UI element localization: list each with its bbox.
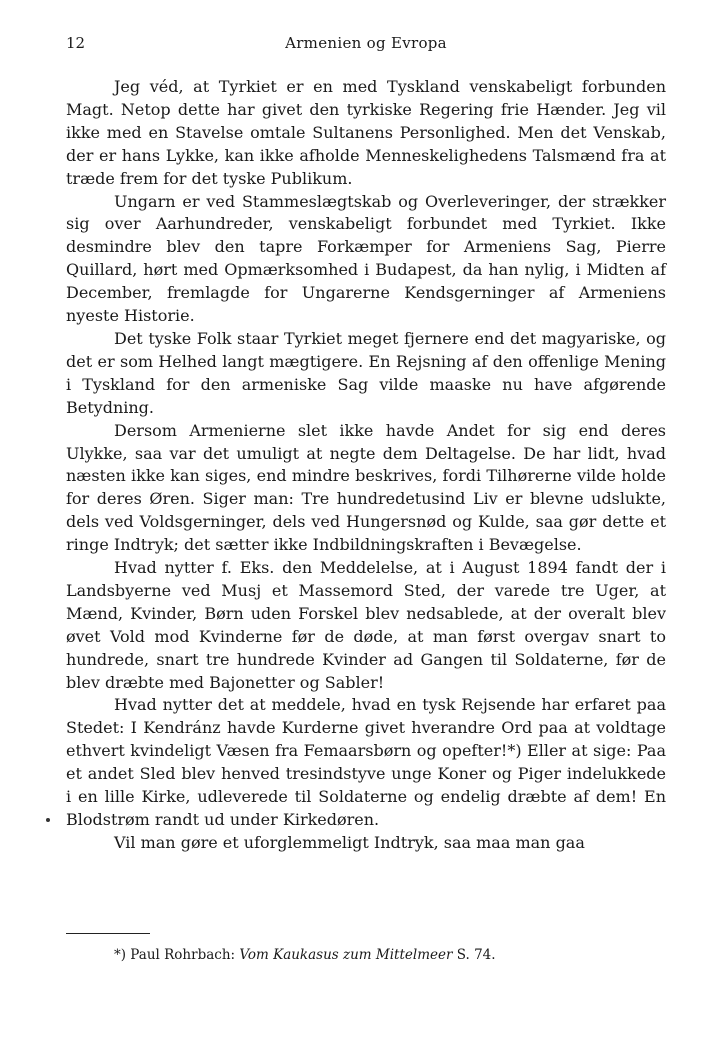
paragraph-2: Ungarn er ved Stammeslægtskab og Overleveringer, der strækker sig over Aarhundreder, venskabeligt forbundet med Tyrkiet. Ikke desmindre blev den tapre Forkæmper for Armeniens Sag, Pierre Quillard, hørt med Opmærksomhed i Budapest, da han nylig, i Midten af December, fremlagde for Ungarerne Kendsgerninger af Armeniens nyeste Historie. xyxy=(66,191,666,326)
paragraph-5: Hvad nytter f. Eks. den Meddelelse, at i August 1894 fandt der i Landsbyerne ved Musj et Massemord Sted, der varede tre Uger, at Mænd, Kvinder, Børn uden Forskel blev nedsablede, at der overalt blev øvet Vold mod Kvinderne før de døde, at man først overgav snart to hundrede, snart tre hundrede Kvinder ad Gangen til Soldaterne, før de blev dræbte med Bajonetter og Sabler! xyxy=(66,558,666,692)
paragraph-4: Dersom Armenierne slet ikke havde Andet for sig end deres Ulykke, saa var det umuligt at negte dem Deltagelse. De har lidt, hvad næsten ikke kan siges, end mindre beskrives, fordi Tilhørerne vilde holde for deres Øren. Siger man: Tre hundredetusind Liv er blevne udslukte, dels ved Voldsgerninger, dels ved Hungersnød og Kulde, saa gør dette et ringe Indtryk; det sætter ikke Indbildningskraften i Bevægelse. xyxy=(66,420,666,555)
paragraph-3: Det tyske Folk staar Tyrkiet meget fjernere end det magyariske, og det er som Helhed langt mægtigere. En Rejsning af den offenlige Mening i Tyskland for den armeniske Sag vilde maaske nu have afgørende Betydning. xyxy=(66,328,666,417)
footnote-book-title: Vom Kaukasus zum Mittelmeer xyxy=(239,947,453,963)
paragraph-7: Vil man gøre et uforglemmeligt Indtryk, saa maa man gaa xyxy=(114,832,585,852)
paragraph-6: Hvad nytter det at meddele, hvad en tysk Rejsende har erfaret paa Stedet: I Kendránz havde Kurderne givet hverandre Ord paa at voldtage ethvert kvindeligt Væsen fra Femaarsbørn og opefter!*) Eller at sige: Paa et andet Sled blev henved tresindstyve unge Koner og Piger indelukkede i en lille Kirke, udleverede til Soldaterne og endelig dræbte af dem! En Blodstrøm randt ud under Kirkedøren. xyxy=(66,695,666,829)
page-number: 12 xyxy=(66,34,86,52)
paragraph-1: Jeg véd, at Tyrkiet er en med Tyskland venskabeligt forbunden Magt. Netop dette har givet den tyrkiske Regering frie Hænder. Jeg vil ikke med en Stavelse omtale Sultanens Personlighed. Men det Venskab, der er hans Lykke, kan ikke afholde Menneskelighedens Talsmænd fra at træde frem for det tyske Publikum. xyxy=(66,77,666,188)
footnote xyxy=(114,946,496,964)
footnote-author: *) Paul Rohrbach: xyxy=(114,947,240,963)
running-title: Armenien og Evropa xyxy=(285,34,447,52)
margin-mark xyxy=(46,818,50,822)
footnote-divider xyxy=(66,933,150,934)
page-header xyxy=(66,34,666,58)
body-text xyxy=(66,76,666,855)
footnote-page-ref: S. 74. xyxy=(452,947,496,963)
